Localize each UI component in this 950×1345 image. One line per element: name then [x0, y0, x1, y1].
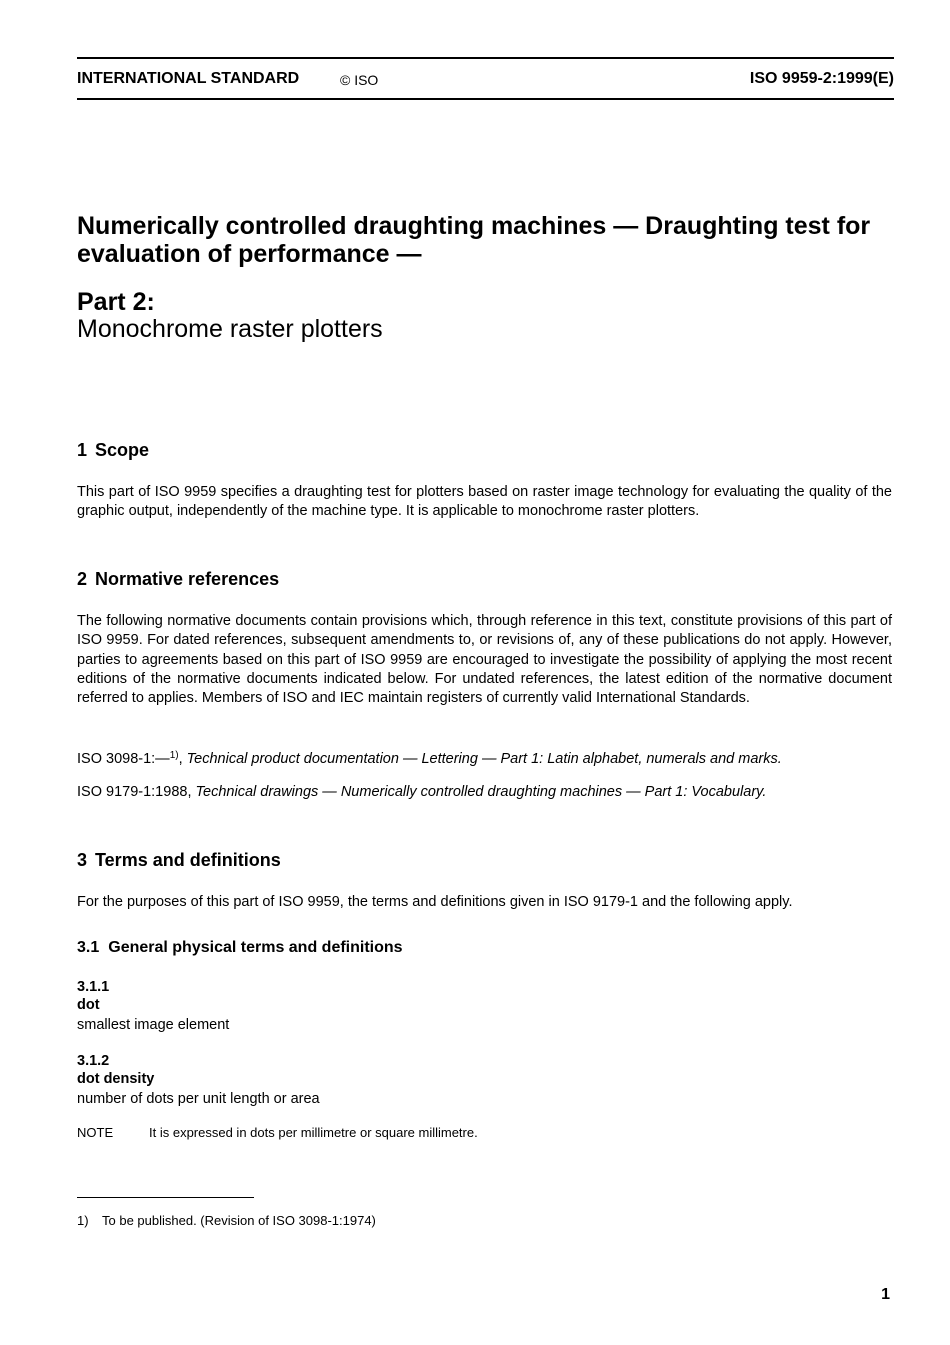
term-name: dot density: [77, 1071, 155, 1087]
header-copyright: © ISO: [340, 72, 379, 88]
section-number: 2: [77, 569, 88, 589]
term-definition: smallest image element: [77, 1017, 230, 1033]
reference-title: Technical drawings — Numerically controlled draughting machines — Part 1: Vocabulary.: [195, 784, 767, 800]
section-title: Terms and definitions: [95, 850, 281, 870]
footnote-text: To be published. (Revision of ISO 3098-1:1974): [102, 1213, 376, 1228]
section-number: 1: [77, 440, 88, 460]
reference-separator: ,: [178, 751, 187, 767]
section-title: Scope: [95, 440, 150, 460]
note: [77, 1125, 478, 1140]
document-title-line-2: evaluation of performance —: [77, 240, 422, 268]
document-title-line-1: Numerically controlled draughting machines — Draughting test for: [77, 212, 871, 240]
section-3-heading: [77, 850, 281, 871]
subsection-number: 3.1: [77, 939, 100, 956]
header-bottom-rule: [77, 98, 894, 100]
header-top-rule: [77, 57, 894, 59]
part-subtitle: Monochrome raster plotters: [77, 315, 383, 343]
reference-iso-9179-1: [77, 783, 766, 802]
footnote: [77, 1213, 376, 1228]
term-number: 3.1.2: [77, 1053, 110, 1069]
note-text: It is expressed in dots per millimetre or square millimetre.: [149, 1125, 478, 1140]
header-standard-type: INTERNATIONAL STANDARD: [77, 70, 300, 87]
part-label: Part 2:: [77, 288, 155, 316]
section-2-heading: [77, 569, 279, 590]
section-1-heading: [77, 440, 149, 461]
terms-intro-paragraph: For the purposes of this part of ISO 9959, the terms and definitions given in ISO 9179-1 and the following apply.: [77, 894, 793, 910]
term-definition: number of dots per unit length or area: [77, 1091, 320, 1107]
footnote-reference-mark: 1): [169, 750, 179, 761]
footnote-mark: 1): [77, 1213, 89, 1228]
footnote-separator: [77, 1197, 254, 1198]
term-name: dot: [77, 997, 100, 1013]
header-document-number: ISO 9959-2:1999(E): [749, 70, 894, 87]
section-number: 3: [77, 850, 88, 870]
term-number: 3.1.1: [77, 979, 110, 995]
note-label: NOTE: [77, 1125, 114, 1140]
scope-paragraph: This part of ISO 9959 specifies a draughting test for plotters based on raster image technology for evaluating the quality of the graphic output, independently of the machine type. It is applicable to monochrome raster plotters.: [77, 484, 892, 520]
subsection-3-1-heading: [77, 939, 403, 957]
reference-code: ISO 3098-1:—: [77, 751, 170, 767]
reference-iso-3098-1: [77, 746, 782, 769]
normative-references-paragraph: The following normative documents contain provisions which, through reference in this text, constitute provisions of this part of ISO 9959. For dated references, subsequent amendments to, or revisions of, any of these publications do not apply. However, parties to agreements based on this part of ISO 9959 are encouraged to investigate the possibility of applying the most recent editions of the normative documents indicated below. For undated references, the latest edition of the normative document referred to applies. Members of ISO and IEC maintain registers of currently valid International Standards.: [77, 613, 892, 707]
section-title: Normative references: [95, 569, 280, 589]
reference-code: ISO 9179-1:1988,: [77, 784, 196, 800]
subsection-title: General physical terms and definitions: [108, 939, 403, 956]
reference-title: Technical product documentation — Lettering — Part 1: Latin alphabet, numerals and marks.: [186, 751, 782, 767]
page-number: 1: [881, 1286, 890, 1303]
document-title: [77, 212, 917, 268]
